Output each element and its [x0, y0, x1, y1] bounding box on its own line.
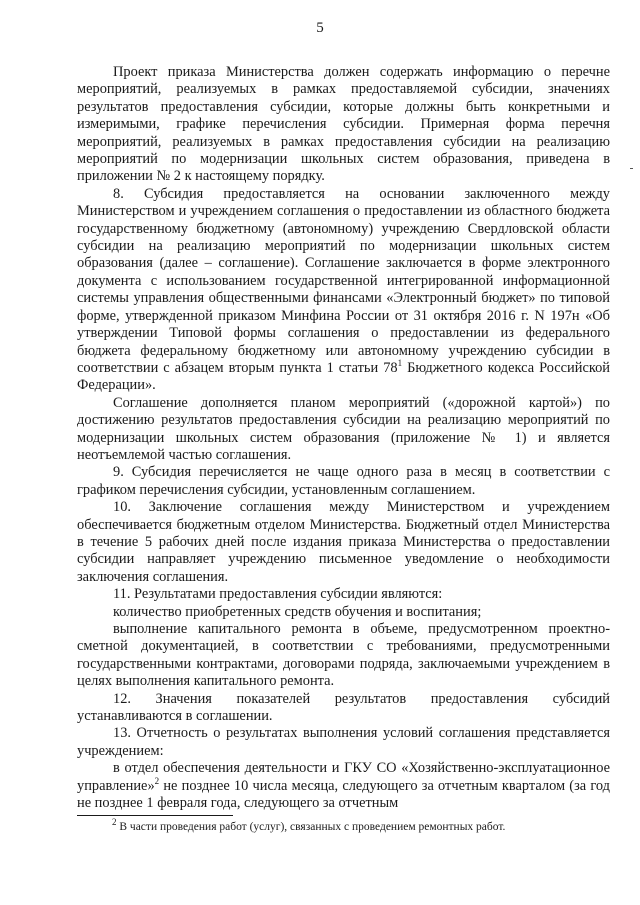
paragraph-8 [77, 186, 610, 395]
document-body [77, 64, 610, 812]
page-number: 5 [316, 20, 324, 36]
list-item-reporting-1 [77, 760, 610, 812]
footnote-mark: 2 [112, 817, 117, 828]
list-item-results-2: выполнение капитального ремонта в объеме, предусмотренном проектно-сметной документацией, в соответствии с требованиями, предусмотренными государственными контрактами, договорами подряда, заключаемыми учреждением в целях выполнения капитального ремонта. [77, 621, 610, 690]
reporting-tail: не позднее 10 числа месяца, следующего за отчетным кварталом (за год не позднее 1 февраля года, следующего за отчетным [77, 777, 610, 812]
footnote [112, 817, 612, 834]
paragraph-13: 13. Отчетность о результатах выполнения условий соглашения представляется учреждением: [77, 725, 610, 759]
reporting-text: в отдел обеспечения деятельности и ГКУ СО «Хозяйственно-эксплуатационное управление» [77, 760, 610, 794]
footnote-ref-2: 2 [154, 775, 160, 786]
paragraph-8-tail: Бюджетного кодекса Российской Федерации». [77, 359, 610, 394]
footnote-text: В части проведения работ (услуг), связанных с проведением ремонтных работ. [116, 821, 506, 833]
paragraph-10: 10. Заключение соглашения между Министерством и учреждением обеспечивается бюджетным отделом Министерства. Бюджетный отдел Министерства в течение 5 рабочих дней после издания приказа Министерства о предоставлении субсидии направляет учреждению письменное уведомление о необходимости заключения соглашения. [77, 499, 610, 585]
paragraph-agreement-supplement: Соглашение дополняется планом мероприятий («дорожной картой») по достижению результатов предоставления субсидии на реализацию мероприятий по модернизации школьных систем образования (приложение № 1) и является неотъемлемой частью соглашения. [77, 394, 610, 463]
paragraph-11: 11. Результатами предоставления субсидии являются: [113, 586, 443, 603]
paragraph-12: 12. Значения показателей результатов предоставления субсидий устанавливаются в соглашении. [77, 690, 610, 725]
list-item-results-1: количество приобретенных средств обучения и воспитания; [113, 603, 482, 620]
margin-mark [630, 168, 633, 169]
footnote-separator [77, 815, 233, 816]
footnote-ref-1: 1 [397, 358, 403, 369]
paragraph-9: 9. Субсидия перечисляется не чаще одного раза в месяц в соответствии с графиком перечисления субсидии, установленным соглашением. [77, 464, 610, 498]
paragraph-draft-order: Проект приказа Министерства должен содержать информацию о перечне мероприятий, реализуемых в рамках предоставляемой субсидии, значениях результатов предоставления субсидии, которые должны быть конкретными и измеримыми, графике перечисления субсидии. Примерная форма перечня мероприятий, реализуемых в рамках предоставления субсидии на реализацию мероприятий по модернизации школьных систем образования, приведена в приложении № 2 к настоящему порядку. [77, 64, 610, 185]
paragraph-8-text: 8. Субсидия предоставляется на основании заключенного между Министерством и учреждением соглашения о предоставлении из областного бюджета государственному бюджетному (автономному) учреждению Свердловской области субсидии на реализацию мероприятий по модернизации школьных систем образования (далее – соглашение). Соглашение заключается в форме электронного документа с использованием государственной интегрированной информационной системы управления общественными финансами «Электронный бюджет» по типовой форме, утвержденной приказом Минфина России от 31 октября 2016 г. N 197н «Об утверждении Типовой формы соглашения о предоставлении из федерального бюджета федеральному бюджетному или автономному учреждению субсидии в соответствии с абзацем вторым пункта 1 статьи 78 [77, 185, 610, 376]
